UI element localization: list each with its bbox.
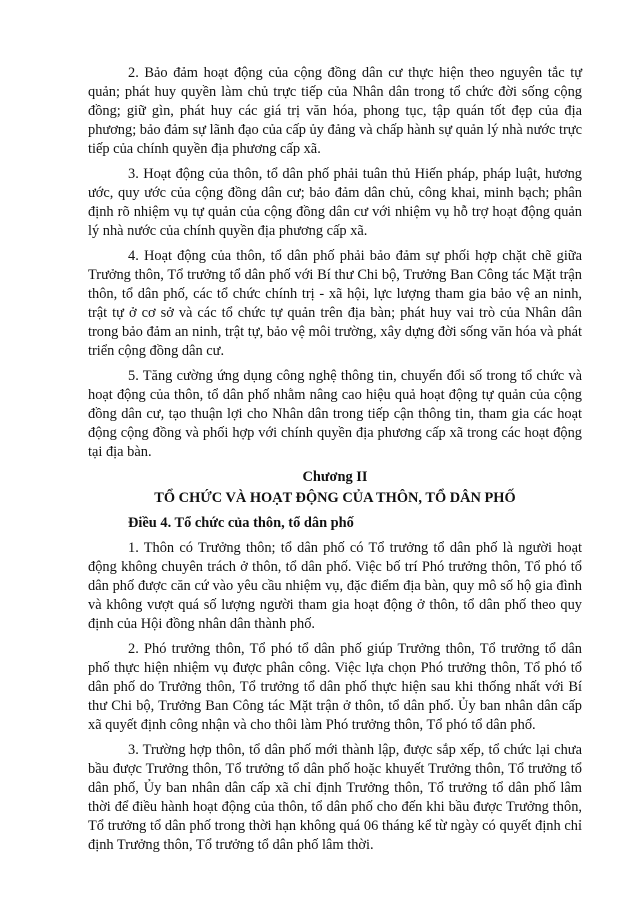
clause-2-paragraph: 2. Bảo đảm hoạt động của cộng đồng dân cư thực hiện theo nguyên tắc tự quản; phát huy quyền làm chủ trực tiếp của Nhân dân trong tổ chức đời sống cộng đồng; giữ gìn, phát huy các giá trị văn hóa, phong tục, tập quán tốt đẹp của địa phương; bảo đảm sự lãnh đạo của cấp ủy đảng và chấp hành sự quản lý nhà nước trực tiếp của chính quyền địa phương cấp xã. [88,65,582,157]
chapter-title: TỔ CHỨC VÀ HOẠT ĐỘNG CỦA THÔN, TỔ DÂN PHỐ [154,490,516,506]
article-4-clause-3-paragraph: 3. Trường hợp thôn, tổ dân phố mới thành lập, được sắp xếp, tổ chức lại chưa bầu được Trưởng thôn, Tổ trưởng tổ dân phố hoặc khuyết Trưởng thôn, Tổ trưởng tổ dân phố, Ủy ban nhân dân cấp xã chỉ định Trưởng thôn, Tổ trưởng tổ dân phố lâm thời để điều hành hoạt động của thôn, tổ dân phố cho đến khi bầu được Trưởng thôn, Tổ trưởng tổ dân phố trong thời hạn không quá 06 tháng kể từ ngày có quyết định chỉ định Trưởng thôn, Tổ trưởng tổ dân phố lâm thời. [88,742,582,853]
article-heading: Điều 4. Tổ chức của thôn, tổ dân phố [128,515,354,531]
chapter-number: Chương II [302,469,368,485]
clause-5-paragraph: 5. Tăng cường ứng dụng công nghệ thông tin, chuyển đổi số trong tổ chức và hoạt động của thôn, tổ dân phố nhằm nâng cao hiệu quả hoạt động tự quản của cộng đồng dân cư, tạo thuận lợi cho Nhân dân trong tiếp cận thông tin, tham gia các hoạt động cộng đồng và phối hợp với chính quyền địa phương cấp xã trong các hoạt động tại địa bàn. [88,368,582,460]
document-body [88,64,582,861]
article-4-clause-1-paragraph: 1. Thôn có Trưởng thôn; tổ dân phố có Tổ trưởng tổ dân phố là người hoạt động không chuyên trách ở thôn, tổ dân phố. Việc bố trí Phó trưởng thôn, Tổ phó tổ dân phố được căn cứ vào yêu cầu nhiệm vụ, đặc điểm địa bàn, quy mô số hộ gia đình và không vượt quá số lượng người tham gia hoạt động ở thôn, tổ dân phố theo quy định của Hội đồng nhân dân thành phố. [88,540,582,632]
article-4-clause-2-paragraph: 2. Phó trưởng thôn, Tổ phó tổ dân phố giúp Trưởng thôn, Tổ trưởng tổ dân phố thực hiện nhiệm vụ được phân công. Việc lựa chọn Phó trưởng thôn, Tổ phó tổ dân phố do Trưởng thôn, Tổ trưởng tổ dân phố thực hiện sau khi thống nhất với Bí thư Chi bộ, Trưởng Ban Công tác Mặt trận ở thôn, tổ dân phố. Ủy ban nhân dân cấp xã quyết định công nhận và cho thôi làm Phó trưởng thôn, Tổ phó tổ dân phố. [88,641,582,733]
clause-3-paragraph: 3. Hoạt động của thôn, tổ dân phố phải tuân thủ Hiến pháp, pháp luật, hương ước, quy ước của cộng đồng dân cư; bảo đảm dân chủ, công khai, minh bạch; phân định rõ nhiệm vụ tự quản của cộng đồng dân cư với nhiệm vụ hỗ trợ hoạt động quản lý nhà nước của chính quyền địa phương cấp xã. [88,166,582,239]
clause-4-paragraph: 4. Hoạt động của thôn, tổ dân phố phải bảo đảm sự phối hợp chặt chẽ giữa Trưởng thôn, Tổ trưởng tổ dân phố với Bí thư Chi bộ, Trưởng Ban Công tác Mặt trận thôn, tổ dân phố, các tổ chức chính trị - xã hội, lực lượng tham gia bảo vệ an ninh, trật tự ở cơ sở và các tổ chức tự quản trên địa bàn; phát huy vai trò của Nhân dân trong bảo đảm an ninh, trật tự, bảo vệ môi trường, xây dựng đời sống văn hóa và phát triển cộng đồng dân cư. [88,248,582,359]
